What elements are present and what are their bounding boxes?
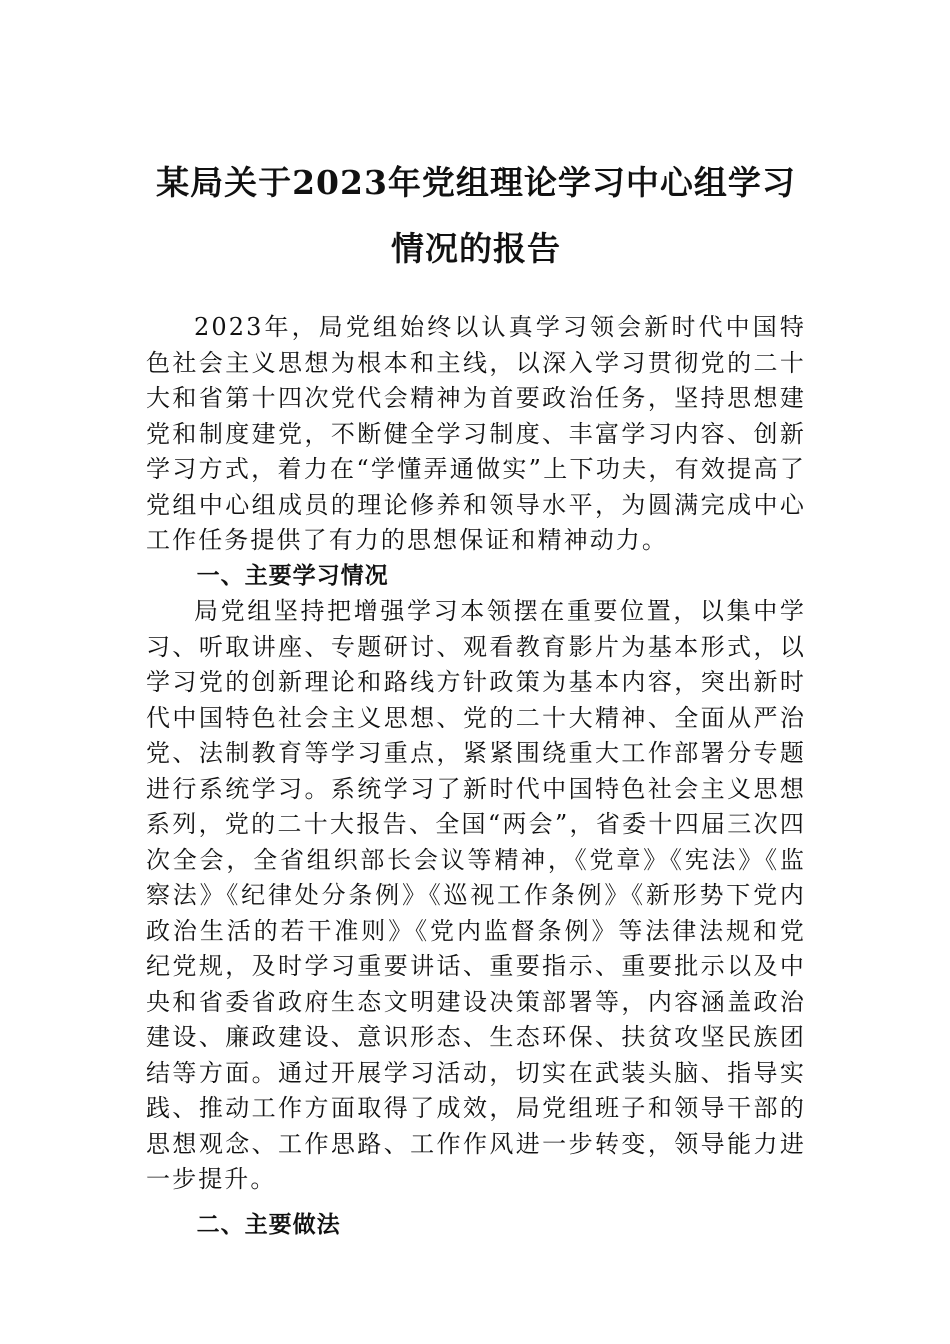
intro-paragraph: 2023年，局党组始终以认真学习领会新时代中国特色社会主义思想为根本和主线，以深入学习贯彻党的二十大和省第十四次党代会精神为首要政治任务，坚持思想建党和制度建党，不断健全学习制度、丰富学习内容、创新学习方式，着力在“学懂弄通做实”上下功夫，有效提高了党组中心组成员的理论修养和领导水平，为圆满完成中心工作任务提供了有力的思想保证和精神动力。 bbox=[146, 313, 806, 554]
section-1-heading: 一、主要学习情况 bbox=[196, 562, 389, 589]
document-page bbox=[146, 150, 806, 1243]
document-body bbox=[146, 310, 806, 1243]
title-line-1: 某局关于2023年党组理论学习中心组学习 bbox=[156, 163, 796, 202]
section-1-paragraph: 局党组坚持把增强学习本领摆在重要位置，以集中学习、听取讲座、专题研讨、观看教育影片为基本形式，以学习党的创新理论和路线方针政策为基本内容，突出新时代中国特色社会主义思想、党的二十大精神、全面从严治党、法制教育等学习重点，紧紧围绕重大工作部署分专题进行系统学习。系统学习了新时代中国特色社会主义思想系列，党的二十大报告、全国“两会”，省委十四届三次四次全会，全省组织部长会议等精神，《党章》《宪法》《监察法》《纪律处分条例》《巡视工作条例》《新形势下党内政治生活的若干准则》《党内监督条例》等法律法规和党纪党规，及时学习重要讲话、重要指示、重要批示以及中央和省委省政府生态文明建设决策部署等，内容涵盖政治建设、廉政建设、意识形态、生态环保、扶贫攻坚民族团结等方面。通过开展学习活动，切实在武装头脑、指导实践、推动工作方面取得了成效，局党组班子和领导干部的思想观念、工作思路、工作作风进一步转变，领导能力进一步提升。 bbox=[146, 597, 806, 1193]
title-line-2: 情况的报告 bbox=[391, 229, 561, 268]
section-2-heading: 二、主要做法 bbox=[196, 1211, 341, 1238]
document-title bbox=[146, 150, 806, 282]
